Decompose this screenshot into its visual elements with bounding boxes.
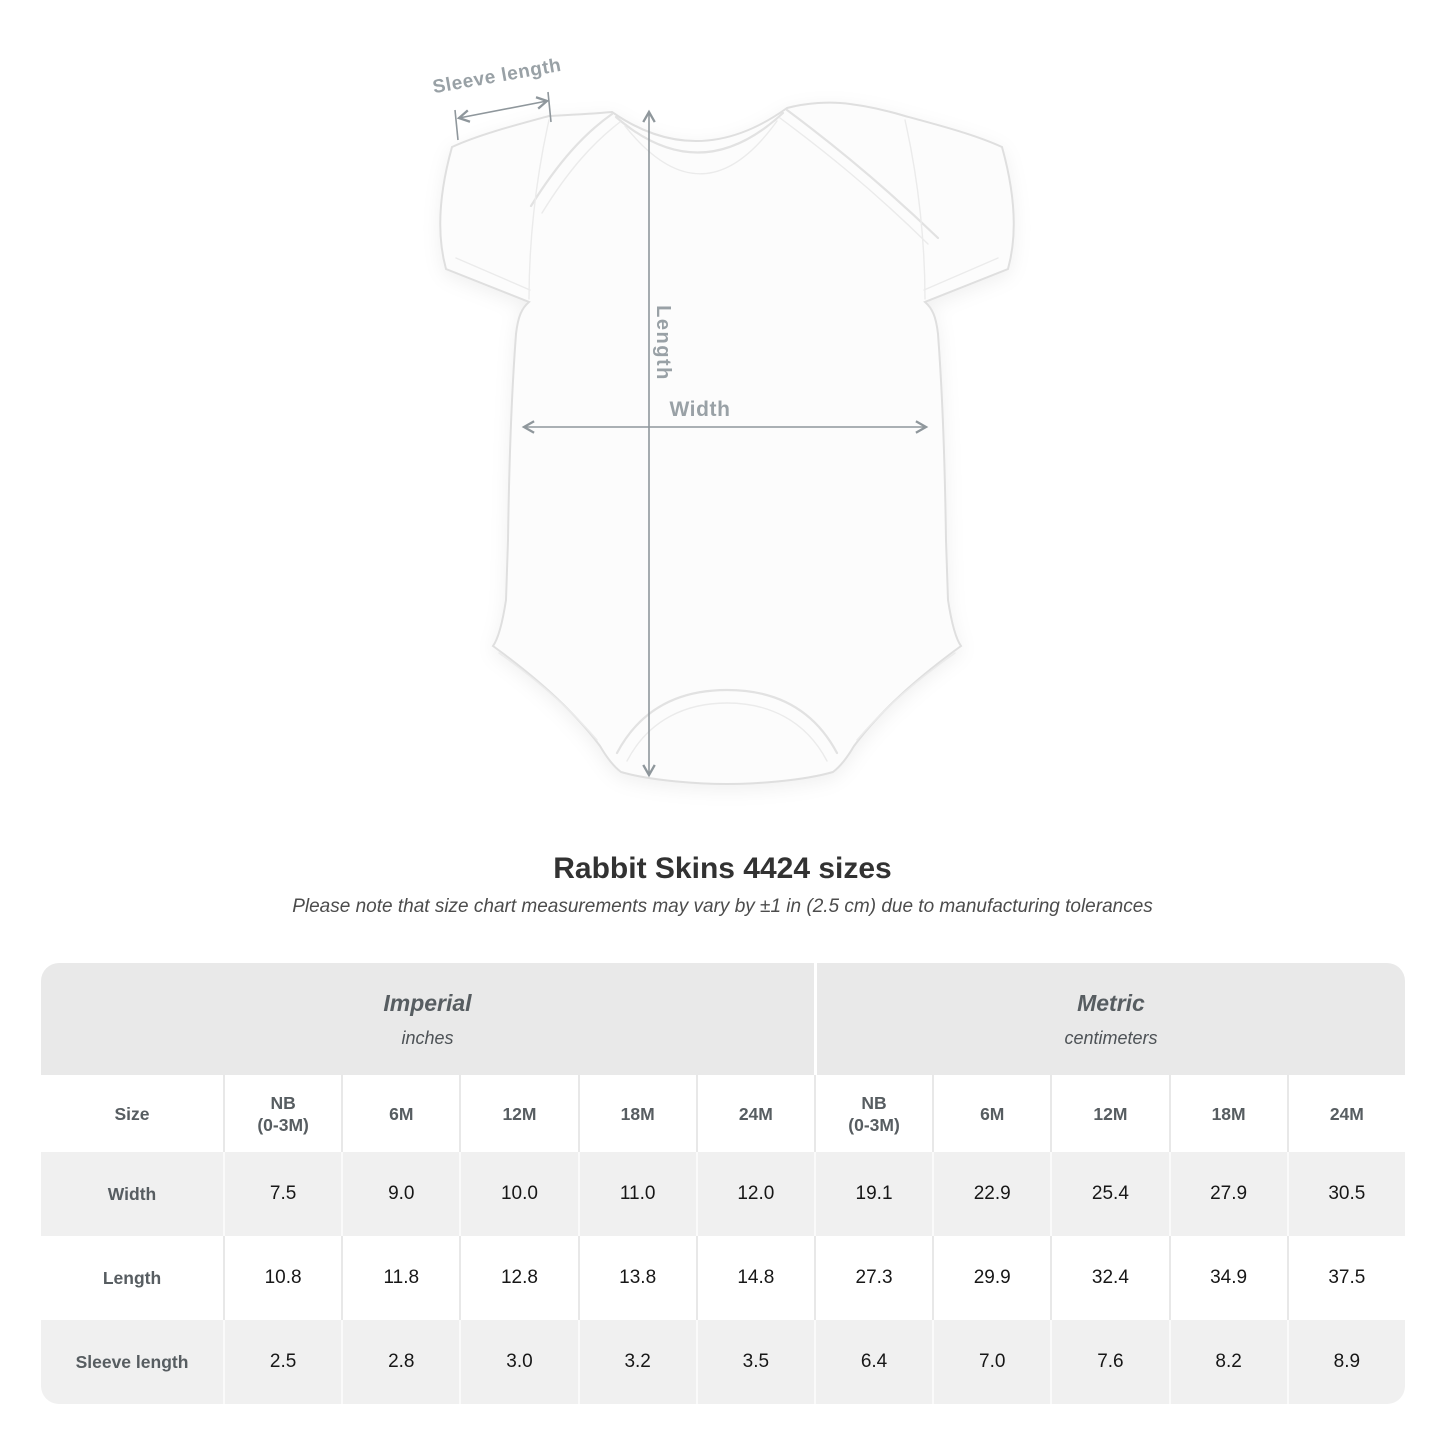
size-corner-header: Size (41, 1075, 223, 1152)
bodysuit-shape (440, 103, 1013, 784)
sleeve-measure-tick-left (455, 110, 458, 140)
metric-band (814, 963, 1405, 1075)
page-title: Rabbit Skins 4424 sizes (553, 852, 892, 885)
sleeve-measure-line (459, 101, 547, 118)
value-cell: 27.9 (1169, 1152, 1287, 1236)
width-label: Width (669, 398, 731, 421)
metric-unit: centimeters (1064, 1027, 1158, 1048)
value-cell: 13.8 (578, 1236, 696, 1320)
value-cell: 2.5 (223, 1320, 341, 1404)
value-cell: 2.8 (341, 1320, 459, 1404)
value-cell: 30.5 (1287, 1152, 1405, 1236)
value-cell: 6.4 (814, 1320, 932, 1404)
row-label: Sleeve length (41, 1320, 223, 1404)
metric-label: Metric (1077, 989, 1145, 1016)
sleeve-length-label: Sleeve length (431, 54, 564, 99)
value-cell: 3.2 (578, 1320, 696, 1404)
value-cell: 10.0 (459, 1152, 577, 1236)
value-cell: 29.9 (932, 1236, 1050, 1320)
unit-band-row (41, 963, 1405, 1075)
value-cell: 11.0 (578, 1152, 696, 1236)
imperial-label: Imperial (383, 989, 472, 1016)
value-cell: 19.1 (814, 1152, 932, 1236)
value-cell: 14.8 (696, 1236, 814, 1320)
tolerance-note: Please note that size chart measurements may vary by ±1 in (2.5 cm) due to manufacturing tolerances (292, 896, 1153, 917)
row-label: Length (41, 1236, 223, 1320)
table-row-sleeve-length (41, 1320, 1405, 1404)
value-cell: 7.5 (223, 1152, 341, 1236)
col-header: NB (0-3M) (223, 1075, 341, 1152)
value-cell: 8.2 (1169, 1320, 1287, 1404)
value-cell: 9.0 (341, 1152, 459, 1236)
col-header: 24M (696, 1075, 814, 1152)
value-cell: 22.9 (932, 1152, 1050, 1236)
row-label: Width (41, 1152, 223, 1236)
table-row-length (41, 1236, 1405, 1320)
col-header: 18M (1169, 1075, 1287, 1152)
col-header: 24M (1287, 1075, 1405, 1152)
column-header-row (41, 1075, 1405, 1152)
value-cell: 25.4 (1050, 1152, 1168, 1236)
value-cell: 12.8 (459, 1236, 577, 1320)
col-header: 18M (578, 1075, 696, 1152)
value-cell: 27.3 (814, 1236, 932, 1320)
value-cell: 7.0 (932, 1320, 1050, 1404)
col-header: NB (0-3M) (814, 1075, 932, 1152)
length-label: Length (652, 305, 674, 381)
value-cell: 11.8 (341, 1236, 459, 1320)
value-cell: 3.5 (696, 1320, 814, 1404)
value-cell: 12.0 (696, 1152, 814, 1236)
value-cell: 3.0 (459, 1320, 577, 1404)
col-header: 6M (341, 1075, 459, 1152)
value-cell: 10.8 (223, 1236, 341, 1320)
col-header: 6M (932, 1075, 1050, 1152)
size-table (41, 963, 1405, 1404)
imperial-unit: inches (401, 1027, 454, 1048)
value-cell: 7.6 (1050, 1320, 1168, 1404)
col-header: 12M (459, 1075, 577, 1152)
imperial-band (41, 963, 814, 1075)
value-cell: 8.9 (1287, 1320, 1405, 1404)
value-cell: 37.5 (1287, 1236, 1405, 1320)
value-cell: 32.4 (1050, 1236, 1168, 1320)
col-header: 12M (1050, 1075, 1168, 1152)
table-row-width (41, 1152, 1405, 1236)
value-cell: 34.9 (1169, 1236, 1287, 1320)
